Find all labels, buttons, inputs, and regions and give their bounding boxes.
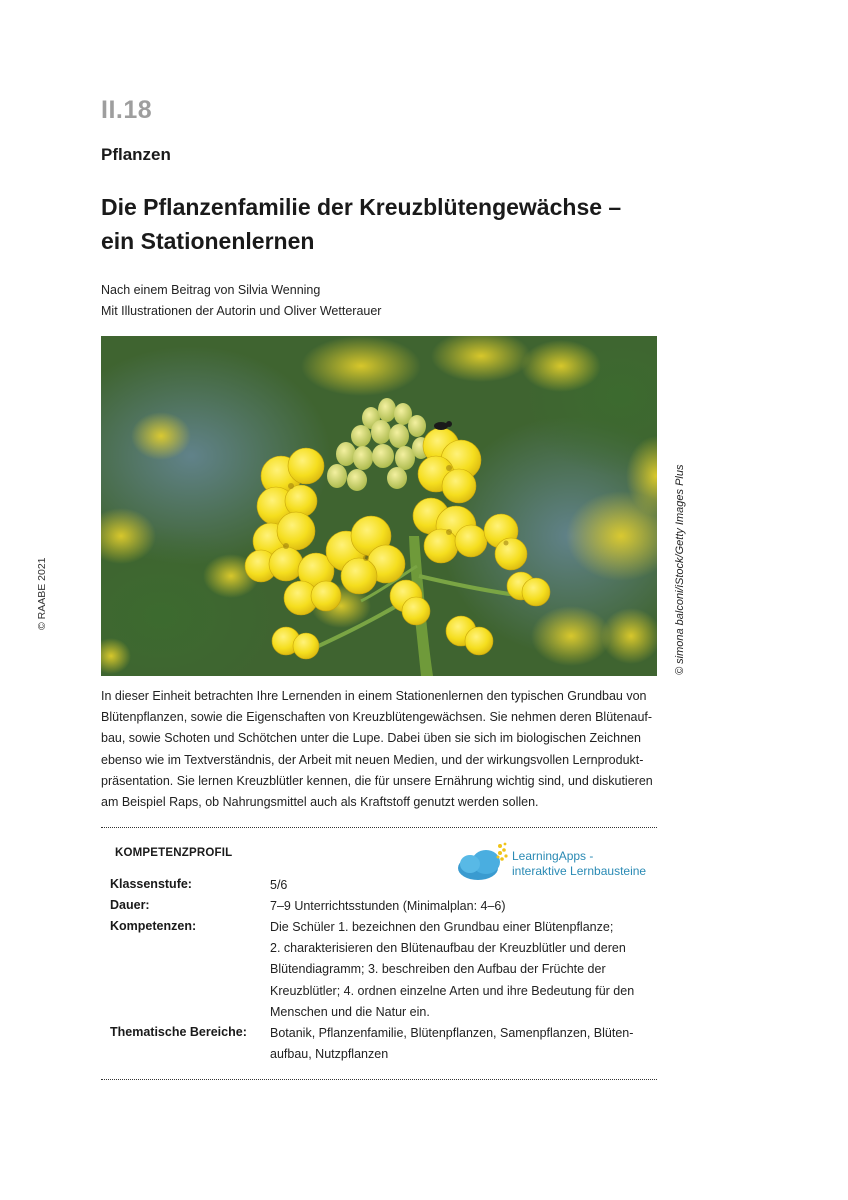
value-line: Botanik, Pflanzenfamilie, Blütenpflanzen, Samenpflanzen, Blüten- [270,1026,634,1040]
section-number: II.18 [101,96,153,124]
row-label-topics: Thematische Bereiche: [110,1025,247,1039]
value-line: 2. charakterisieren den Blütenaufbau der Kreuzblütler und deren [270,941,626,956]
value-line: Die Schüler 1. bezeichnen den Grundbau einer Blütenpflanze; [270,920,614,934]
value-line: Menschen und die Natur ein. [270,1004,430,1019]
intro-line: am Beispiel Raps, ob Nahrungsmittel auch als Kraftstoff genutzt werden sollen. [101,795,539,810]
row-label-competences: Kompetenzen: [110,919,197,933]
value-line: Kreuzblütler; 4. ordnen einzelne Arten und ihre Bedeutung für den [270,983,635,998]
rapeseed-flower-photo [101,336,657,676]
author-line: Nach einem Beitrag von Silvia Wenning [101,283,321,297]
intro-line: präsentation. Sie lernen Kreuzblütler kennen, die für unsere Ernährung wichtig sind, und diskutieren [101,773,653,788]
row-value-grade [270,875,660,896]
divider-top [101,827,657,828]
intro-paragraph [101,686,658,813]
title-line-1: Die Pflanzenfamilie der Kreuzblütengewächse – [101,194,622,220]
author-credits [101,280,381,322]
row-value-duration [270,896,660,917]
logo-line-1: LearningApps - [512,849,594,863]
intro-line: bau, sowie Schoten und Schötchen unter die Lupe. Dabei üben sie sich im biologischen Zeichnen [101,731,641,746]
category-label: Pflanzen [101,145,171,164]
row-label-grade: Klassenstufe: [110,877,192,891]
page-title [101,190,701,258]
row-value-topics [270,1023,660,1065]
row-label-duration: Dauer: [110,898,150,912]
value-line: 5/6 [270,878,288,892]
row-value-competences [270,917,660,1023]
illustrator-line: Mit Illustrationen der Autorin und Oliver Wetterauer [101,304,382,318]
logo-line-2: interaktive Lernbausteine [512,864,647,878]
value-line: 7–9 Unterrichtsstunden (Minimalplan: 4–6) [270,899,506,913]
intro-line: ebenso wie im Textverständnis, der Arbeit mit neuen Medien, und der wirkungsvollen Lernprodukt- [101,752,644,767]
competence-heading: KOMPETENZPROFIL [115,847,233,859]
photo-credit: © simona balconi/iStock/Getty Images Plus [674,464,686,675]
title-line-2: ein Stationenlernen [101,228,315,254]
value-line: Blütendiagramm; 3. beschreiben den Aufbau der Früchte der [270,962,606,977]
copyright-notice: © RAABE 2021 [36,557,48,630]
divider-bottom [101,1079,657,1080]
intro-line: In dieser Einheit betrachten Ihre Lernenden in einem Stationenlernen den typischen Grundbau von [101,689,647,703]
intro-line: Blütenpflanzen, sowie die Eigenschaften von Kreuzblütengewächsen. Sie nehmen deren Blütenauf- [101,710,653,725]
value-line: aufbau, Nutzpflanzen [270,1047,389,1062]
